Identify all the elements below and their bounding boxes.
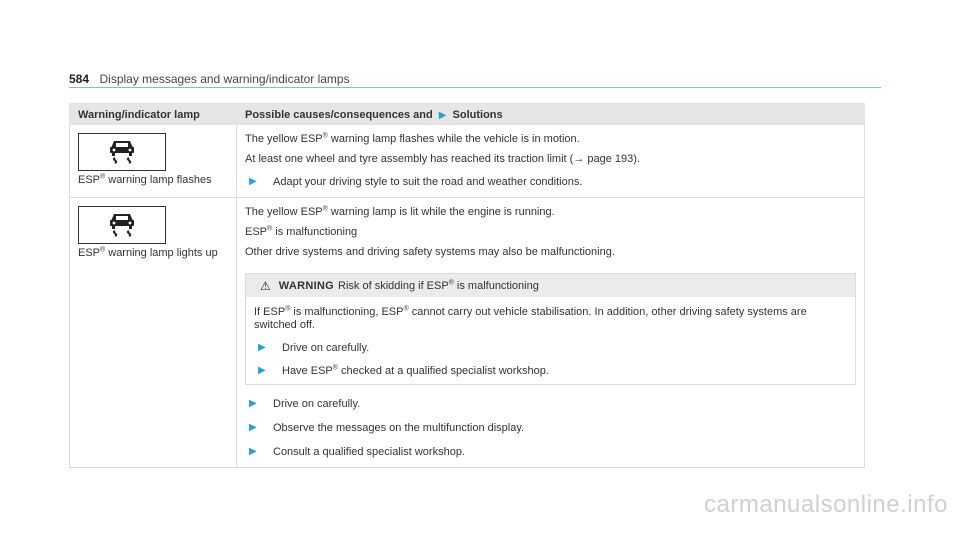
column-header-lamp: Warning/indicator lamp xyxy=(70,104,237,125)
arrow-right-icon: ▶ xyxy=(438,109,447,121)
lamp-label: ESP® warning lamp flashes xyxy=(78,173,212,186)
solution-step: ▶ Consult a qualified specialist workshop. xyxy=(245,445,856,459)
cause-text: The yellow ESP® warning lamp flashes while the vehicle is in motion. xyxy=(245,132,580,145)
cause-text: The yellow ESP® warning lamp is lit while the engine is running. xyxy=(245,205,555,218)
warning-box-body xyxy=(246,297,855,384)
step-arrow-icon: ▶ xyxy=(258,342,266,353)
step-arrow-icon: ▶ xyxy=(258,365,266,376)
cause-text: Other drive systems and driving safety systems may also be malfunctioning. xyxy=(245,246,615,258)
page-header xyxy=(69,70,881,88)
solutions-cell xyxy=(237,125,865,198)
lamp-cell xyxy=(70,125,237,198)
warning-triangle-icon: ⚠ xyxy=(260,279,271,293)
esp-skid-car-icon xyxy=(78,206,166,244)
column-header-solutions xyxy=(237,104,865,125)
column-header-solutions-suffix: Solutions xyxy=(452,108,503,121)
lamp-label: ESP® warning lamp lights up xyxy=(78,246,218,259)
warning-lamp-table xyxy=(69,103,865,468)
step-arrow-icon: ▶ xyxy=(249,446,257,457)
cross-reference-arrow: → xyxy=(573,153,585,165)
table-row xyxy=(70,198,865,468)
table-header-row xyxy=(70,104,865,125)
step-arrow-icon: ▶ xyxy=(249,176,257,187)
warning-box-header xyxy=(246,274,855,297)
warning-word: WARNING xyxy=(278,280,335,292)
watermark: carmanualsonline.info xyxy=(704,491,948,518)
page-title: Display messages and warning/indicator lamps xyxy=(99,72,350,86)
step-arrow-icon: ▶ xyxy=(249,422,257,433)
warning-title: Risk of skidding if ESP® is malfunctioning xyxy=(338,279,539,292)
solution-step: ▶ Drive on carefully. xyxy=(245,397,856,411)
page-number: 584 xyxy=(69,72,90,86)
warning-step: ▶ Drive on carefully. xyxy=(254,341,847,355)
solutions-cell xyxy=(237,198,865,468)
cause-text: ESP® is malfunctioning xyxy=(245,225,358,238)
lamp-cell xyxy=(70,198,237,468)
solution-step: ▶ Observe the messages on the multifunction display. xyxy=(245,421,856,435)
solution-step: ▶ Adapt your driving style to suit the road and weather conditions. xyxy=(245,175,856,189)
warning-box xyxy=(245,273,856,385)
table-row xyxy=(70,125,865,198)
esp-skid-car-icon xyxy=(78,133,166,171)
warning-text: If ESP® is malfunctioning, ESP® cannot carry out vehicle stabilisation. In addition, other driving safety systems are switched off. xyxy=(254,305,807,331)
step-arrow-icon: ▶ xyxy=(249,398,257,409)
cause-text: At least one wheel and tyre assembly has reached its traction limit (→ page 193). xyxy=(245,153,640,165)
column-header-solutions-label: Possible causes/consequences and xyxy=(245,108,433,121)
warning-step: ▶ Have ESP® checked at a qualified specialist workshop. xyxy=(254,364,847,378)
